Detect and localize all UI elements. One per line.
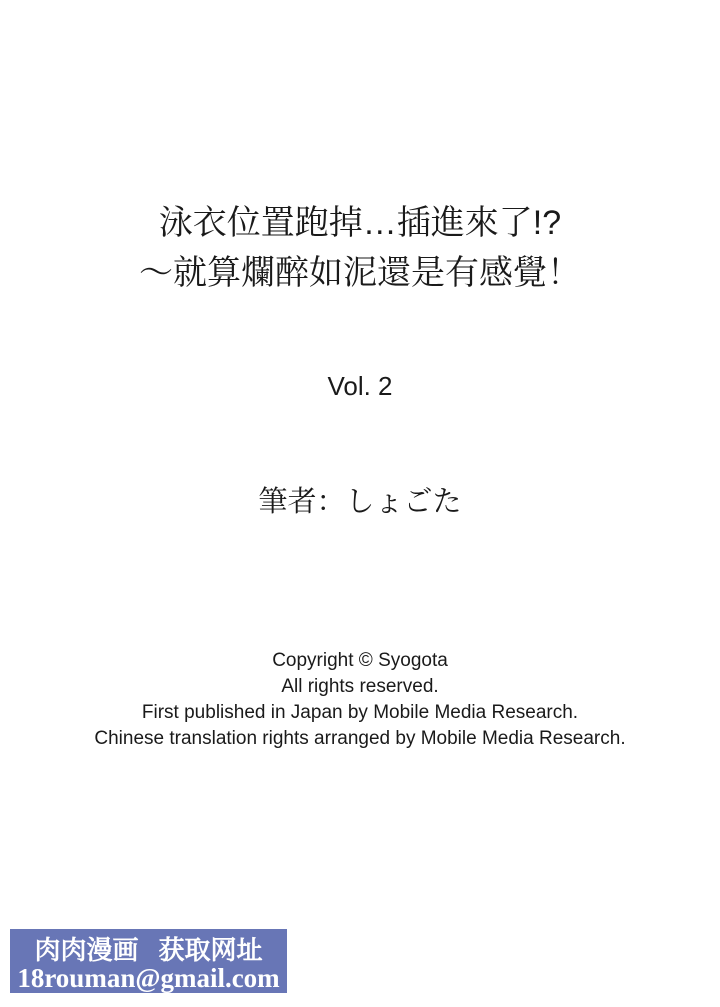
author-credit: 筆者：しょごた [258, 486, 462, 518]
volume-number: Vol. 2 [327, 371, 393, 401]
copyright-line-translation: Chinese translation rights arranged by Mobile Media Research. [94, 728, 626, 749]
series-title-line2: ～就算爛醉如泥還是有感覺！ [139, 254, 581, 292]
watermark-email: 18rouman@gmail.com [17, 963, 280, 993]
copyright-line-holder: Copyright © Syogota [272, 650, 448, 671]
copyright-line-publisher: First published in Japan by Mobile Media Research. [141, 702, 579, 723]
watermark-site-tagline: 获取网址 [158, 935, 263, 965]
series-title [0, 198, 720, 298]
watermark-site-line [10, 936, 287, 964]
watermark-banner [10, 929, 287, 993]
copyright-line-rights: All rights reserved. [281, 676, 439, 697]
copyright-block [0, 648, 720, 752]
watermark-site-name: 肉肉漫画 [34, 935, 139, 965]
series-title-line1: 泳衣位置跑掉…插進來了!? [158, 204, 562, 242]
